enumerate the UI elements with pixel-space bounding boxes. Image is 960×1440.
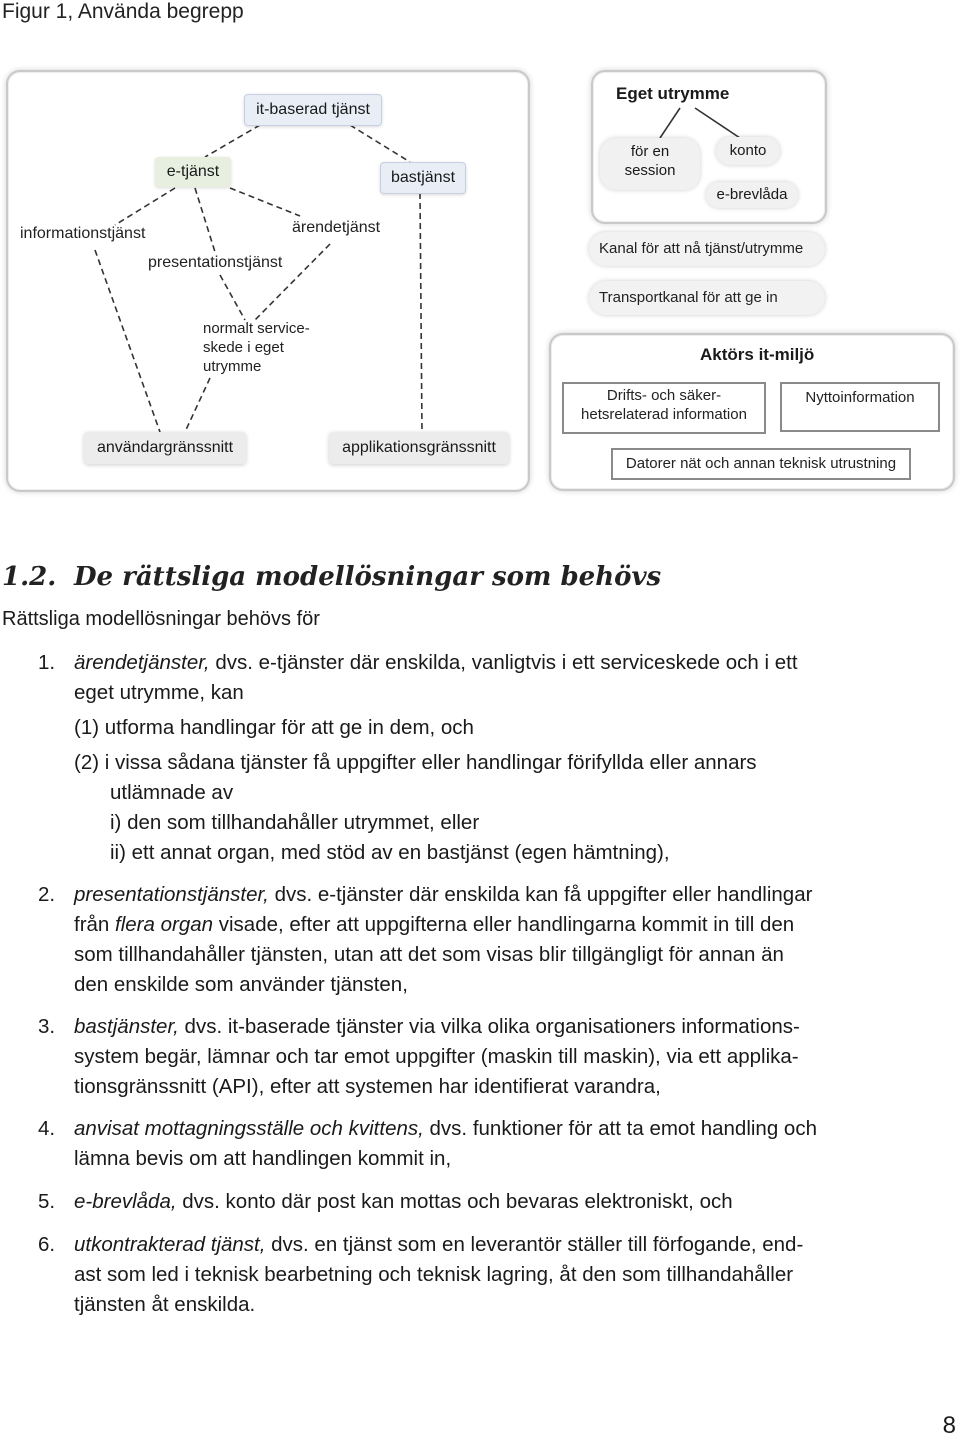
list-line (74, 1114, 958, 1144)
figure-caption: Figur 1, Använda begrepp (2, 0, 244, 23)
list-line-text: dvs. it-baserade tjänster via vilka olika organisationers informations- (178, 1015, 800, 1038)
list-line: lämna bevis om att handlingen kommit in, (74, 1147, 452, 1170)
list-term: e-brevlåda, (74, 1190, 177, 1213)
list-line: utlämnade av (110, 781, 234, 804)
list-line (74, 910, 958, 940)
list-term: ärendetjänster, (74, 651, 210, 674)
drift-line-2: hetsrelaterad information (581, 406, 747, 423)
transportkanal-banner: Transportkanal för att ge in (589, 281, 825, 315)
list-line-text: visade, efter att uppgifterna eller handlingarna kommit in till den (213, 913, 795, 936)
list-term: utkontrakterad tjänst, (74, 1233, 266, 1256)
list-term: presentationstjänster, (74, 883, 269, 906)
normalt-line-1: normalt service- (203, 320, 310, 337)
anvandargranssnitt-box: användargränssnitt (84, 432, 246, 464)
list-line: i) den som tillhandahåller utrymmet, eller (110, 811, 480, 834)
e-tjanst-box: e-tjänst (155, 157, 231, 187)
list-line: den enskilde som använder tjänsten, (74, 973, 408, 996)
list-line-text: dvs. e-tjänster där enskilda kan få uppgifter eller handlingar (268, 883, 813, 906)
session-cloud (600, 138, 700, 190)
list-line: ast som led i teknisk bearbetning och teknisk lagring, åt den som tillhandahåller (74, 1263, 794, 1286)
list-number: 2. (38, 883, 56, 906)
drift-info-box (562, 382, 766, 434)
konto-cloud: konto (716, 137, 780, 165)
nyttoinformation-box: Nyttoinformation (780, 382, 940, 432)
list-line: system begär, lämnar och tar emot uppgifter (maskin till maskin), via ett applika- (74, 1045, 799, 1068)
applikationsgranssnitt-box: applikationsgränssnitt (329, 432, 509, 464)
informationstjanst-label: informationstjänst (20, 225, 146, 242)
arendetjanst-label: ärendetjänst (292, 219, 381, 236)
list-line: tionsgränssnitt (API), efter att systemen har identifierat varandra, (74, 1075, 661, 1098)
list-line-text: dvs. funktioner för att ta emot handling och (423, 1117, 817, 1140)
list-line-text: från (74, 913, 116, 936)
list-number: 1. (38, 651, 56, 674)
section-number: 1.2. (2, 562, 57, 592)
list-term: bastjänster, (74, 1015, 179, 1038)
session-line-2: session (624, 162, 676, 179)
list-line (74, 1187, 958, 1217)
list-line: (1) utforma handlingar för att ge in dem, och (74, 716, 474, 739)
eget-utrymme-title: Eget utrymme (616, 84, 730, 103)
section-heading (2, 562, 661, 592)
drift-line-1: Drifts- och säker- (606, 387, 722, 404)
list-line (74, 880, 958, 910)
presentationstjanst-label: presentationstjänst (148, 254, 283, 271)
page-number: 8 (942, 1412, 956, 1439)
list-number: 5. (38, 1190, 56, 1213)
normalt-line-3: utrymme (203, 358, 262, 375)
list-line (74, 1230, 958, 1260)
list-number: 6. (38, 1233, 56, 1256)
section-title: De rättsliga modellösningar som behövs (74, 562, 662, 592)
list-number: 4. (38, 1117, 56, 1140)
list-number: 3. (38, 1015, 56, 1038)
session-line-1: för en (630, 143, 670, 160)
datorer-box: Datorer nät och annan teknisk utrustning (611, 448, 911, 480)
list-emphasis: flera organ (115, 913, 214, 936)
bastjanst-box: bastjänst (380, 162, 466, 194)
list-line-text: dvs. e-tjänster där enskilda, vanligtvis i ett serviceskede och i ett (209, 651, 798, 674)
list-line-text: dvs. en tjänst som en leverantör ställer till förfogande, end- (265, 1233, 804, 1256)
list-line (74, 1012, 958, 1042)
list-line: tjänsten åt enskilda. (74, 1293, 256, 1316)
list-line: som tillhandahåller tjänsten, utan att det som visas blir tillgängligt för annan än (74, 943, 784, 966)
list-line (74, 648, 958, 678)
list-line: (2) i vissa sådana tjänster få uppgifter eller handlingar förifyllda eller annars (74, 751, 757, 774)
list-line: ii) ett annat organ, med stöd av en bastjänst (egen hämtning), (110, 841, 670, 864)
list-term: anvisat mottagningsställe och kvittens, (74, 1117, 424, 1140)
it-baserad-tjanst-box: it-baserad tjänst (244, 94, 382, 126)
normalt-line-2: skede i eget (203, 339, 284, 356)
aktors-it-miljo-title: Aktörs it-miljö (700, 345, 815, 364)
list-line-text: dvs. konto där post kan mottas och bevaras elektroniskt, och (176, 1190, 733, 1213)
intro-text: Rättsliga modellösningar behövs för (2, 608, 320, 630)
kanal-banner: Kanal för att nå tjänst/utrymme (589, 232, 825, 266)
list-line: eget utrymme, kan (74, 681, 244, 704)
ebrevlada-cloud: e-brevlåda (706, 182, 798, 208)
